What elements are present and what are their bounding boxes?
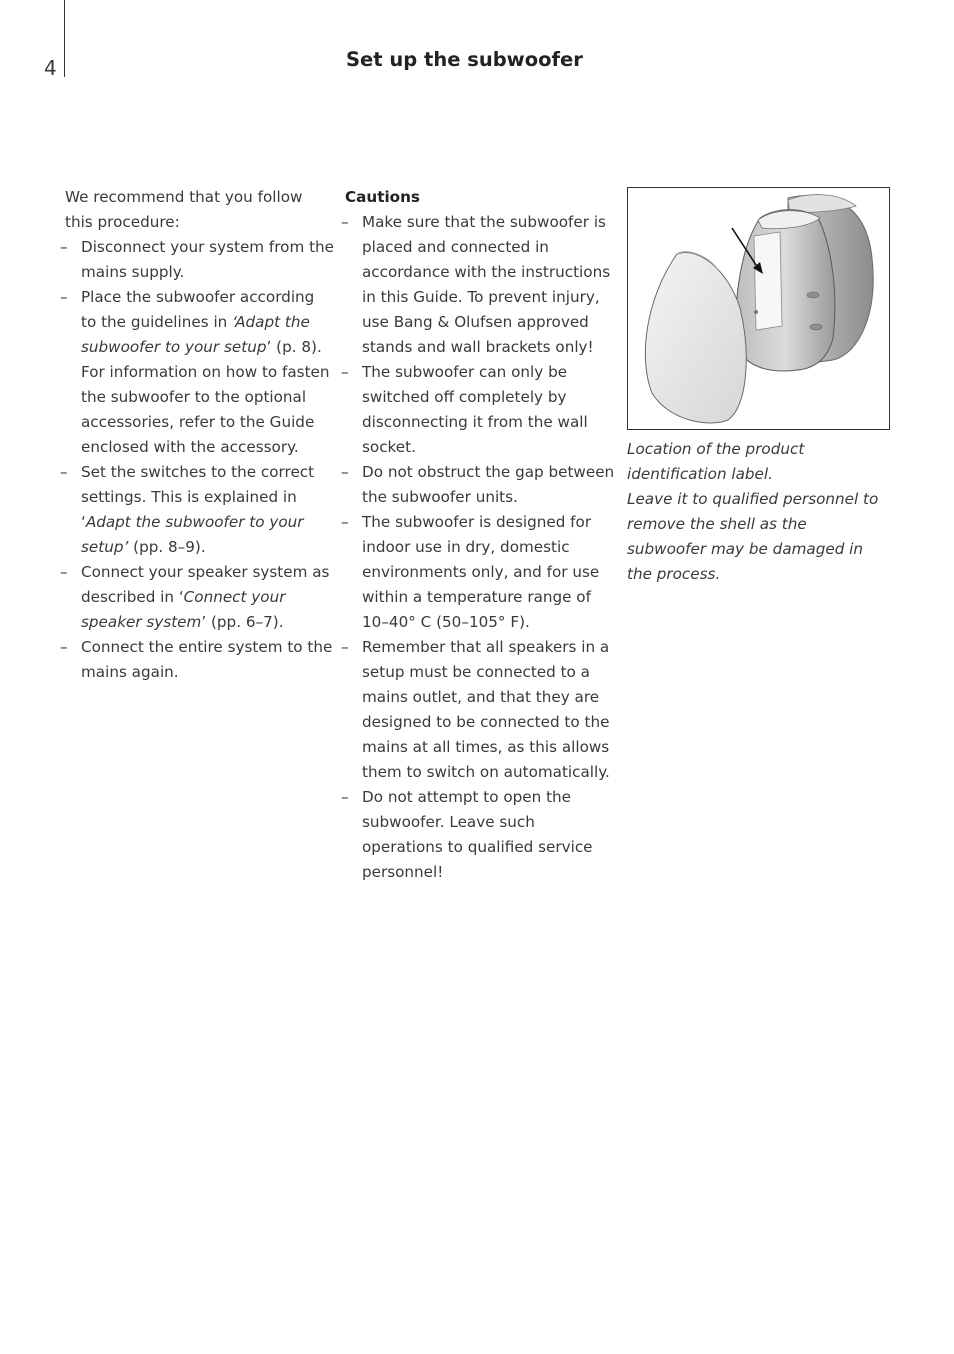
- page-margin-rule: [64, 0, 65, 77]
- speaker-body: [736, 210, 835, 371]
- figure-caption-warning: Leave it to qualified personnel to remove the shell as the subwoofer may be damaged in the process.: [627, 490, 879, 583]
- procedure-step: [60, 560, 334, 635]
- procedure-step-text: ’ (pp. 6–7).: [201, 613, 284, 631]
- guide-reference: ‘Adapt the subwoofer to your setup: [81, 313, 310, 356]
- dash-bullet: –: [341, 213, 349, 231]
- cautions-list: [341, 210, 615, 885]
- procedure-step-text: Connect your speaker system as described in ‘: [81, 563, 330, 606]
- vent-lower: [810, 324, 822, 330]
- procedure-step-text: Disconnect your system from the mains supply.: [81, 238, 335, 281]
- caution-item: [341, 785, 615, 885]
- caution-item: [341, 460, 615, 510]
- cautions-column: [341, 185, 615, 885]
- subwoofer-drawing: [628, 188, 889, 429]
- dash-bullet: –: [341, 363, 349, 381]
- dash-bullet: –: [60, 238, 68, 256]
- caution-item: [341, 210, 615, 360]
- vent-upper: [807, 292, 819, 298]
- procedure-step: [60, 235, 335, 285]
- procedure-step-text: Connect the entire system to the mains again.: [81, 638, 333, 681]
- dash-bullet: –: [341, 638, 349, 656]
- procedure-step-text: (pp. 8–9).: [128, 538, 206, 556]
- procedure-step-text: ’ (p. 8). For information on how to fasten the subwoofer to the optional accessories, refer to the Guide enclosed with the accessory.: [81, 338, 330, 456]
- cautions-heading: Cautions: [345, 188, 420, 206]
- caution-text: The subwoofer can only be switched off completely by disconnecting it from the wall socket.: [362, 363, 588, 456]
- procedure-step: [60, 285, 334, 460]
- dash-bullet: –: [60, 563, 68, 581]
- caution-item: [341, 360, 615, 460]
- caution-text: Do not attempt to open the subwoofer. Leave such operations to qualified service personnel!: [362, 788, 593, 881]
- identification-label: [754, 232, 782, 330]
- procedure-step: [60, 635, 334, 685]
- procedure-column: [60, 185, 335, 685]
- procedure-list: [60, 235, 335, 685]
- illustration-column: [627, 185, 890, 587]
- guide-reference: Adapt the subwoofer to your setup’: [81, 513, 304, 556]
- dash-bullet: –: [341, 463, 349, 481]
- procedure-step-text: Set the switches to the correct settings. This is explained in ‘: [81, 463, 315, 531]
- caution-item: [341, 635, 615, 785]
- procedure-step-text: Place the subwoofer according to the guidelines in: [81, 288, 315, 331]
- caution-text: Do not obstruct the gap between the subwoofer units.: [362, 463, 615, 506]
- caution-text: Remember that all speakers in a setup must be connected to a mains outlet, and that they are designed to be connected to the mains at all times, as this allows them to switch on automatically.: [362, 638, 610, 781]
- page-title: Set up the subwoofer: [346, 48, 583, 71]
- procedure-intro: We recommend that you follow this procedure:: [65, 188, 303, 231]
- dash-bullet: –: [60, 638, 68, 656]
- caution-item: [341, 510, 615, 635]
- caution-text: The subwoofer is designed for indoor use in dry, domestic environments only, and for use within a temperature range of 10–40° C (50–105° F).: [362, 513, 600, 631]
- subwoofer-illustration: [627, 187, 890, 430]
- caution-text: Make sure that the subwoofer is placed and connected in accordance with the instructions in this Guide. To prevent injury, use Bang & Olufsen approved stands and wall brackets only!: [362, 213, 611, 356]
- dash-bullet: –: [341, 513, 349, 531]
- procedure-step: [60, 460, 334, 560]
- guide-reference: Connect your speaker system: [81, 588, 286, 631]
- page-number: 4: [44, 56, 57, 80]
- dash-bullet: –: [341, 788, 349, 806]
- dash-bullet: –: [60, 288, 68, 306]
- label-screw: [754, 310, 758, 314]
- front-shell: [645, 252, 746, 422]
- figure-caption-label: Location of the product identification label.: [627, 440, 805, 483]
- dash-bullet: –: [60, 463, 68, 481]
